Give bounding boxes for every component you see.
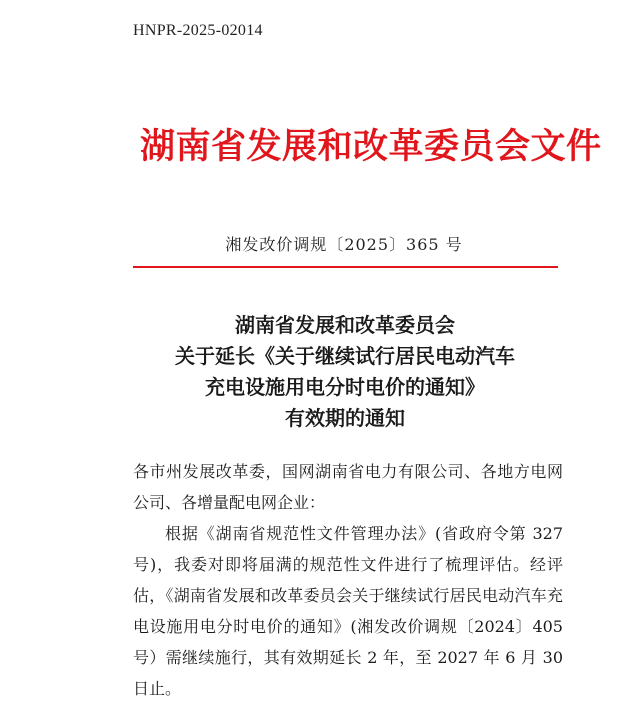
notice-title: [120, 310, 570, 434]
title-line: 充电设施用电分时电价的通知》: [205, 375, 485, 399]
title-line: 湖南省发展和改革委员会: [235, 313, 455, 337]
document-code: HNPR-2025-02014: [133, 22, 263, 39]
masthead-title: 湖南省发展和改革委员会文件: [140, 127, 602, 167]
title-line: 有效期的通知: [285, 406, 405, 430]
title-line: 关于延长《关于继续试行居民电动汽车: [175, 344, 515, 368]
body-paragraph: 根据《湖南省规范性文件管理办法》(省政府令第 327 号)，我委对即将届满的规范性文件进行了梳理评估。经评估，《湖南省发展和改革委员会关于继续试行居民电动汽车充电设施用电分时电价的通知》(湘发改价调规〔2024〕405 号）需继续施行，其有效期延长 2 年，至 2027 年 6 月 30 日止。: [133, 524, 563, 698]
body-text: [133, 456, 563, 704]
addressee: 各市州发展改革委，国网湖南省电力有限公司、各地方电网公司、各增量配电网企业：: [133, 462, 563, 512]
document-number: 湘发改价调规〔2025〕365 号: [225, 235, 463, 254]
red-divider: [133, 266, 558, 268]
